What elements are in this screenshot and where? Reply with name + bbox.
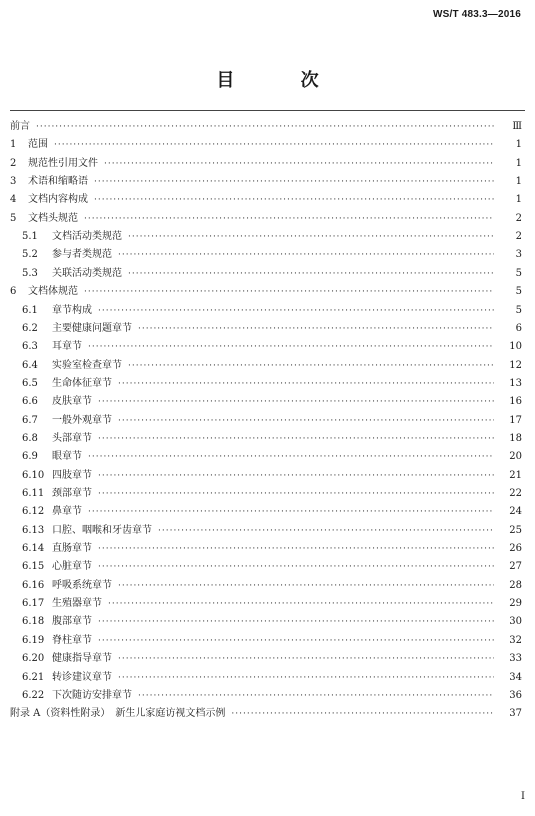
toc-entry[interactable]: [0, 283, 535, 301]
toc-entry-label: 口腔、咽喉和牙齿章节: [52, 524, 152, 536]
dot-leader: [98, 558, 494, 576]
dot-leader: [88, 503, 494, 521]
toc-entry-number: 6.18: [22, 616, 45, 628]
dot-leader: [118, 375, 494, 393]
toc-entry-number: 6.13: [22, 524, 45, 536]
dot-leader: [36, 118, 494, 136]
toc-entry-number: 6.1: [22, 304, 38, 316]
toc-entry-number: 4: [10, 194, 17, 206]
toc-entry-page: 1: [515, 176, 522, 188]
toc-entry-number: 3: [10, 176, 17, 188]
dot-leader: [98, 430, 494, 448]
toc-entry-number: 6.7: [22, 414, 38, 426]
toc-entry-label: 头部章节: [52, 432, 92, 444]
toc-entry-page: 36: [509, 689, 522, 701]
toc-entry-label: 颈部章节: [52, 488, 92, 499]
toc-entry-page: 13: [509, 377, 522, 389]
toc-entry[interactable]: [0, 448, 535, 466]
toc-entry-page: 18: [509, 432, 522, 444]
toc-entry-number: 6.17: [22, 598, 45, 610]
toc-entry-page: 2: [515, 231, 522, 243]
toc-entry-label: 前言: [10, 121, 30, 132]
toc-entry-number: 6.8: [22, 432, 38, 444]
toc-entry[interactable]: [0, 613, 535, 631]
title-divider: [10, 110, 525, 111]
toc-entry-label: 实验室检查章节: [52, 359, 122, 371]
toc-entry-label: 眼章节: [52, 451, 82, 463]
dot-leader: [138, 687, 494, 705]
toc-entry-number: 6.21: [22, 671, 45, 683]
toc-entry-page: 30: [509, 616, 522, 628]
toc-entry[interactable]: [0, 595, 535, 613]
toc-entry[interactable]: [0, 705, 535, 723]
toc-entry-label: 范围: [28, 139, 48, 151]
toc-entry-page: 24: [509, 506, 522, 518]
toc-entry-number: 6.15: [22, 561, 45, 573]
toc-entry-label: 转诊建议章节: [52, 671, 112, 683]
toc-entry-number: 5.3: [22, 267, 38, 279]
toc-entry-label: 关联活动类规范: [52, 267, 122, 279]
toc-entry-number: 6.20: [22, 653, 45, 665]
dot-leader: [98, 540, 494, 558]
toc-entry[interactable]: [0, 302, 535, 320]
dot-leader: [88, 448, 494, 466]
toc-entry-number: 6.12: [22, 506, 45, 518]
dot-leader: [118, 246, 494, 264]
dot-leader: [54, 136, 494, 154]
toc-entry[interactable]: [0, 265, 535, 283]
toc-entry-label: 生殖器章节: [52, 598, 102, 610]
toc-entry[interactable]: [0, 687, 535, 705]
toc-entry-page: 29: [509, 598, 522, 610]
toc-entry-page: 2: [515, 212, 522, 224]
toc-entry-label: 参与者类规范: [52, 249, 112, 261]
dot-leader: [128, 357, 494, 375]
toc-entry-number: 6.22: [22, 689, 45, 701]
toc-entry-number: 6.4: [22, 359, 38, 371]
dot-leader: [98, 393, 494, 411]
toc-entry-number: 6.19: [22, 634, 45, 646]
toc-entry-label: 腹部章节: [52, 616, 92, 628]
toc-entry-label: 一般外观章节: [52, 414, 112, 426]
toc-entry[interactable]: [0, 540, 535, 558]
dot-leader: [104, 155, 494, 173]
toc-entry[interactable]: [0, 228, 535, 246]
dot-leader: [98, 613, 494, 631]
dot-leader: [84, 210, 494, 228]
toc-entry-label: 心脏章节: [52, 561, 92, 573]
dot-leader: [98, 302, 494, 320]
toc-entry[interactable]: [0, 191, 535, 209]
toc-entry-number: 6.6: [22, 396, 38, 408]
toc-entry-label: 生命体征章节: [52, 377, 112, 389]
toc-entry-label: 脊柱章节: [52, 634, 92, 646]
dot-leader: [88, 338, 494, 356]
dot-leader: [118, 669, 494, 687]
toc-entry[interactable]: [0, 669, 535, 687]
toc-entry-number: 6.16: [22, 579, 45, 591]
page-number: I: [521, 791, 525, 802]
toc-entry[interactable]: [0, 412, 535, 430]
toc-entry-label: 直肠章节: [52, 543, 92, 555]
toc-entry-number: 2: [10, 157, 17, 169]
toc-entry-page: 10: [509, 341, 522, 353]
toc-entry-page: 26: [509, 543, 522, 555]
toc-entry[interactable]: [0, 155, 535, 173]
dot-leader: [231, 705, 494, 723]
toc-entry-label: 文档活动类规范: [52, 231, 122, 243]
toc-entry[interactable]: [0, 393, 535, 411]
toc-entry[interactable]: [0, 320, 535, 338]
toc-entry-page: 25: [509, 524, 522, 536]
toc-entry[interactable]: [0, 118, 535, 136]
toc-entry-number: 6.3: [22, 341, 38, 353]
dot-leader: [84, 283, 494, 301]
toc-entry-page: 1: [515, 157, 522, 169]
toc-entry-page: 3: [515, 249, 522, 261]
toc-entry-label: 附录 A（资料性附录） 新生儿家庭访视文档示例: [10, 708, 226, 720]
toc-entry-label: 文档内容构成: [28, 194, 88, 206]
toc-entry[interactable]: [0, 485, 535, 503]
toc-entry-label: 鼻章节: [52, 506, 82, 518]
dot-leader: [118, 650, 494, 668]
toc-entry[interactable]: [0, 558, 535, 576]
toc-entry[interactable]: [0, 210, 535, 228]
toc-entry-label: 章节构成: [52, 304, 92, 316]
dot-leader: [128, 265, 494, 283]
toc-entry[interactable]: [0, 338, 535, 356]
toc-entry-page: 20: [509, 451, 522, 463]
toc-entry-number: 5.1: [22, 231, 38, 243]
toc-entry[interactable]: [0, 577, 535, 595]
toc-entry-page: Ⅲ: [512, 121, 522, 132]
dot-leader: [138, 320, 494, 338]
dot-leader: [94, 191, 494, 209]
dot-leader: [118, 577, 494, 595]
toc-entry-number: 1: [10, 139, 17, 151]
toc-entry-page: 5: [515, 267, 522, 279]
toc-entry[interactable]: [0, 430, 535, 448]
toc-entry-number: 6.2: [22, 322, 38, 334]
toc-entry-label: 文档体规范: [28, 286, 78, 298]
toc-entry-page: 17: [509, 414, 522, 426]
standard-code: WS/T 483.3—2016: [432, 9, 521, 20]
toc-entry-page: 5: [515, 286, 522, 298]
toc-entry[interactable]: [0, 246, 535, 264]
toc-entry[interactable]: [0, 375, 535, 393]
toc-entry-page: 6: [515, 322, 522, 334]
toc-entry[interactable]: [0, 522, 535, 540]
toc-entry-page: 34: [509, 671, 522, 683]
toc-entry-label: 呼吸系统章节: [52, 579, 112, 591]
toc-entry-number: 5: [10, 212, 17, 224]
toc-entry-page: 21: [509, 469, 522, 481]
toc-entry-page: 1: [515, 194, 522, 206]
toc-entry-number: 6: [10, 286, 17, 298]
dot-leader: [128, 228, 494, 246]
toc-entry-page: 37: [509, 708, 522, 720]
toc-entry-page: 27: [509, 561, 522, 573]
dot-leader: [118, 412, 494, 430]
toc-entry-label: 规范性引用文件: [28, 157, 98, 169]
toc-entry-page: 22: [509, 488, 522, 499]
dot-leader: [98, 632, 494, 650]
toc-entry-label: 主要健康问题章节: [52, 322, 132, 334]
toc-entry[interactable]: [0, 650, 535, 668]
toc-entry-label: 四肢章节: [52, 469, 92, 481]
toc-entry-label: 健康指导章节: [52, 653, 112, 665]
page-title: 目 次: [216, 70, 349, 91]
toc-entry-label: 术语和缩略语: [28, 176, 88, 188]
dot-leader: [98, 467, 494, 485]
dot-leader: [94, 173, 494, 191]
toc-entry-page: 28: [509, 579, 522, 591]
toc-entry-page: 1: [515, 139, 522, 151]
toc-entry-number: 6.14: [22, 543, 45, 555]
toc-entry-page: 16: [509, 396, 522, 408]
toc-entry[interactable]: [0, 357, 535, 375]
toc-entry-number: 6.10: [22, 469, 45, 481]
toc-entry-page: 33: [509, 653, 522, 665]
toc-entry-number: 6.9: [22, 451, 38, 463]
dot-leader: [158, 522, 494, 540]
toc-entry-number: 5.2: [22, 249, 38, 261]
toc-entry[interactable]: [0, 467, 535, 485]
dot-leader: [108, 595, 494, 613]
toc-entry[interactable]: [0, 503, 535, 521]
toc-entry[interactable]: [0, 173, 535, 191]
toc-entry-page: 5: [515, 304, 522, 316]
toc-entry[interactable]: [0, 632, 535, 650]
toc-entry-label: 下次随访安排章节: [52, 689, 132, 701]
toc-entry-number: 6.11: [22, 488, 45, 499]
toc-entry-label: 文档头规范: [28, 212, 78, 224]
toc-entry-page: 12: [509, 359, 522, 371]
dot-leader: [98, 485, 494, 503]
toc-entry-label: 耳章节: [52, 341, 82, 353]
toc-entry[interactable]: [0, 136, 535, 154]
toc-entry-page: 32: [509, 634, 522, 646]
toc-entry-number: 6.5: [22, 377, 38, 389]
toc-entry-label: 皮肤章节: [52, 396, 92, 408]
